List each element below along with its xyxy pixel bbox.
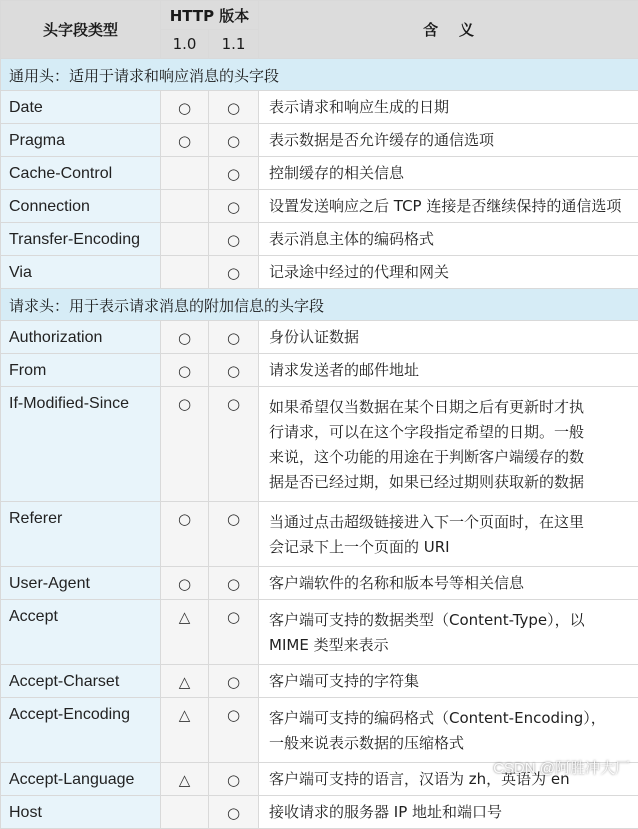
header-field-name: If-Modified-Since xyxy=(1,387,161,502)
description-line: 据是否已经过期，如果已经过期则获取新的数据 xyxy=(269,470,632,495)
support-mark-1-0: △ xyxy=(161,600,209,665)
description-line: 表示请求和响应生成的日期 xyxy=(269,99,632,116)
description-line: MIME 类型来表示 xyxy=(269,633,632,658)
header-field-name: From xyxy=(1,354,161,387)
description-cell xyxy=(259,91,638,124)
header-field-name: Via xyxy=(1,256,161,289)
support-mark-1-1: ○ xyxy=(209,256,259,289)
header-field-name: Host xyxy=(1,796,161,829)
table-row xyxy=(1,190,638,223)
description-line: 行请求，可以在这个字段指定希望的日期。一般 xyxy=(269,420,632,445)
support-mark-1-1: ○ xyxy=(209,157,259,190)
table-row xyxy=(1,567,638,600)
section-row xyxy=(1,289,638,321)
support-mark-1-1: ○ xyxy=(209,321,259,354)
header-version-1-1: 1.1 xyxy=(209,30,259,59)
table-row xyxy=(1,665,638,698)
header-field-name: Accept-Charset xyxy=(1,665,161,698)
table-row xyxy=(1,354,638,387)
description-line: 控制缓存的相关信息 xyxy=(269,165,632,182)
description-cell xyxy=(259,223,638,256)
support-mark-1-0 xyxy=(161,796,209,829)
support-mark-1-0 xyxy=(161,256,209,289)
table-body xyxy=(1,59,638,829)
header-field-name: Accept-Language xyxy=(1,763,161,796)
support-mark-1-1: ○ xyxy=(209,763,259,796)
header-field-name: Referer xyxy=(1,502,161,567)
description-cell xyxy=(259,796,638,829)
table-row xyxy=(1,223,638,256)
support-mark-1-0: △ xyxy=(161,763,209,796)
description-line: 请求发送者的邮件地址 xyxy=(269,362,632,379)
watermark: CSDN @阿胜冲大厂 xyxy=(493,757,630,778)
header-field-name: Pragma xyxy=(1,124,161,157)
header-field-name: Accept xyxy=(1,600,161,665)
support-mark-1-0: ○ xyxy=(161,321,209,354)
description-line: 客户端可支持的数据类型（Content-Type），以 xyxy=(269,608,632,633)
description-cell xyxy=(259,387,638,502)
description-line: 客户端可支持的字符集 xyxy=(269,673,632,690)
support-mark-1-0: △ xyxy=(161,698,209,763)
support-mark-1-0 xyxy=(161,157,209,190)
description-cell xyxy=(259,502,638,567)
description-cell xyxy=(259,157,638,190)
support-mark-1-0 xyxy=(161,190,209,223)
description-cell xyxy=(259,600,638,665)
support-mark-1-1: ○ xyxy=(209,190,259,223)
support-mark-1-1: ○ xyxy=(209,796,259,829)
header-field-name: Date xyxy=(1,91,161,124)
section-title: 请求头：用于表示请求消息的附加信息的头字段 xyxy=(1,289,638,321)
description-line: 表示数据是否允许缓存的通信选项 xyxy=(269,132,632,149)
support-mark-1-1: ○ xyxy=(209,223,259,256)
description-line: 一般来说表示数据的压缩格式 xyxy=(269,731,632,756)
table-row xyxy=(1,502,638,567)
description-cell xyxy=(259,256,638,289)
support-mark-1-1: ○ xyxy=(209,387,259,502)
header-field-name: Authorization xyxy=(1,321,161,354)
description-line: 设置发送响应之后 TCP 连接是否继续保持的通信选项 xyxy=(269,198,632,215)
header-http-version: HTTP 版本 xyxy=(161,1,259,30)
table-row xyxy=(1,124,638,157)
description-line: 来说，这个功能的用途在于判断客户端缓存的数 xyxy=(269,445,632,470)
description-line: 表示消息主体的编码格式 xyxy=(269,231,632,248)
header-field-name: User-Agent xyxy=(1,567,161,600)
section-row xyxy=(1,59,638,91)
table-row xyxy=(1,91,638,124)
support-mark-1-0: ○ xyxy=(161,387,209,502)
header-field-name: Cache-Control xyxy=(1,157,161,190)
header-meaning: 含 义 xyxy=(259,1,638,59)
description-line: 身份认证数据 xyxy=(269,329,632,346)
support-mark-1-1: ○ xyxy=(209,600,259,665)
support-mark-1-0: ○ xyxy=(161,502,209,567)
description-cell xyxy=(259,567,638,600)
header-field-name: Transfer-Encoding xyxy=(1,223,161,256)
header-field-name: Connection xyxy=(1,190,161,223)
description-cell xyxy=(259,354,638,387)
description-cell xyxy=(259,190,638,223)
support-mark-1-1: ○ xyxy=(209,567,259,600)
support-mark-1-0 xyxy=(161,223,209,256)
support-mark-1-0: ○ xyxy=(161,354,209,387)
table-row xyxy=(1,698,638,763)
support-mark-1-0: ○ xyxy=(161,567,209,600)
support-mark-1-0: △ xyxy=(161,665,209,698)
description-cell xyxy=(259,698,638,763)
section-title: 通用头：适用于请求和响应消息的头字段 xyxy=(1,59,638,91)
description-cell xyxy=(259,321,638,354)
description-line: 客户端可支持的语言，汉语为 zh，英语为 en xyxy=(269,771,632,788)
support-mark-1-1: ○ xyxy=(209,354,259,387)
description-line: 客户端可支持的编码格式（Content-Encoding）， xyxy=(269,706,632,731)
table-row xyxy=(1,157,638,190)
support-mark-1-0: ○ xyxy=(161,124,209,157)
table-row xyxy=(1,256,638,289)
header-field-name: Accept-Encoding xyxy=(1,698,161,763)
description-line: 如果希望仅当数据在某个日期之后有更新时才执 xyxy=(269,395,632,420)
support-mark-1-1: ○ xyxy=(209,502,259,567)
table-row xyxy=(1,321,638,354)
header-type: 头字段类型 xyxy=(1,1,161,59)
support-mark-1-1: ○ xyxy=(209,698,259,763)
table-row xyxy=(1,796,638,829)
support-mark-1-1: ○ xyxy=(209,91,259,124)
table-row xyxy=(1,600,638,665)
header-version-1-0: 1.0 xyxy=(161,30,209,59)
description-line: 当通过点击超级链接进入下一个页面时，在这里 xyxy=(269,510,632,535)
description-line: 记录途中经过的代理和网关 xyxy=(269,264,632,281)
description-cell xyxy=(259,124,638,157)
description-line: 接收请求的服务器 IP 地址和端口号 xyxy=(269,804,632,821)
description-line: 客户端软件的名称和版本号等相关信息 xyxy=(269,575,632,592)
table-row xyxy=(1,387,638,502)
description-cell xyxy=(259,665,638,698)
support-mark-1-1: ○ xyxy=(209,665,259,698)
description-line: 会记录下上一个页面的 URI xyxy=(269,535,632,560)
support-mark-1-1: ○ xyxy=(209,124,259,157)
support-mark-1-0: ○ xyxy=(161,91,209,124)
